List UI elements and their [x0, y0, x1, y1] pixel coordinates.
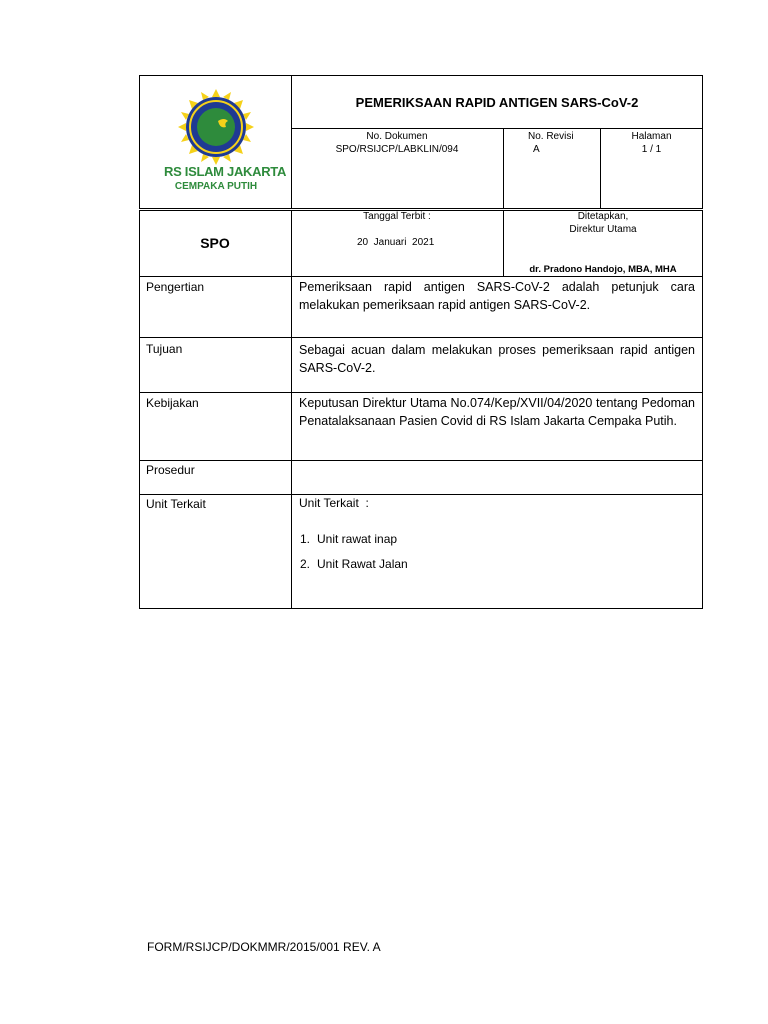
page-value: 1 / 1 — [641, 144, 662, 155]
list-item-number: 2. — [300, 557, 311, 571]
pengertian-label: Pengertian — [146, 280, 205, 294]
main-column-divider — [291, 210, 292, 609]
page-label: Halaman — [631, 131, 672, 142]
list-item-text: Unit Rawat Jalan — [317, 557, 408, 571]
doc-number-label: No. Dokumen — [366, 131, 428, 142]
header-divider-revision — [503, 128, 504, 209]
header-divider-title — [291, 128, 703, 129]
pengertian-text: Pemeriksaan rapid antigen SARS-CoV-2 adalah petunjuk cara melakukan pemeriksaan rapid antigen SARS-CoV-2. — [299, 280, 695, 312]
unit-list — [299, 532, 695, 582]
revision-label: No. Revisi — [528, 131, 574, 142]
kebijakan-text: Keputusan Direktur Utama No.074/Kep/XVII/04/2020 tentang Pedoman Penatalaksanaan Pasien Covid di RS Islam Jakarta Cempaka Putih. — [299, 396, 695, 428]
logo-text-line1: RS ISLAM JAKARTA — [164, 164, 287, 179]
approved-role: Direktur Utama — [569, 224, 637, 235]
tujuan-label: Tujuan — [146, 342, 183, 356]
row-divider-2 — [139, 337, 703, 338]
issue-date-value: 20 Januari 2021 — [357, 237, 435, 248]
list-item-number: 1. — [300, 532, 311, 546]
row-divider-5 — [139, 494, 703, 495]
list-item-text: Unit rawat inap — [317, 532, 398, 546]
row-divider-1 — [139, 276, 703, 277]
hospital-logo — [162, 88, 287, 200]
unit-terkait-label: Unit Terkait — [146, 497, 206, 511]
list-item — [299, 557, 695, 582]
doc-number-value: SPO/RSIJCP/LABKLIN/094 — [335, 144, 459, 155]
logo-text-line2: CEMPAKA PUTIH — [174, 181, 258, 192]
row-divider-4 — [139, 460, 703, 461]
row-divider-3 — [139, 392, 703, 393]
spo-label: SPO — [200, 235, 230, 251]
hospital-emblem-icon — [162, 88, 270, 166]
document-title: PEMERIKSAAN RAPID ANTIGEN SARS-CoV-2 — [355, 95, 639, 110]
list-item — [299, 532, 695, 557]
approved-label: Ditetapkan, — [577, 211, 629, 222]
tujuan-text: Sebagai acuan dalam melakukan proses pemeriksaan rapid antigen SARS-CoV-2. — [299, 343, 695, 375]
approved-name: dr. Pradono Handojo, MBA, MHA — [529, 264, 677, 275]
kebijakan-label: Kebijakan — [146, 396, 199, 410]
prosedur-label: Prosedur — [146, 463, 195, 477]
unit-terkait-heading: Unit Terkait : — [299, 496, 369, 510]
form-code-footer: FORM/RSIJCP/DOKMMR/2015/001 REV. A — [147, 940, 381, 954]
revision-value: A — [533, 144, 540, 155]
issue-date-label: Tanggal Terbit : — [363, 211, 431, 222]
